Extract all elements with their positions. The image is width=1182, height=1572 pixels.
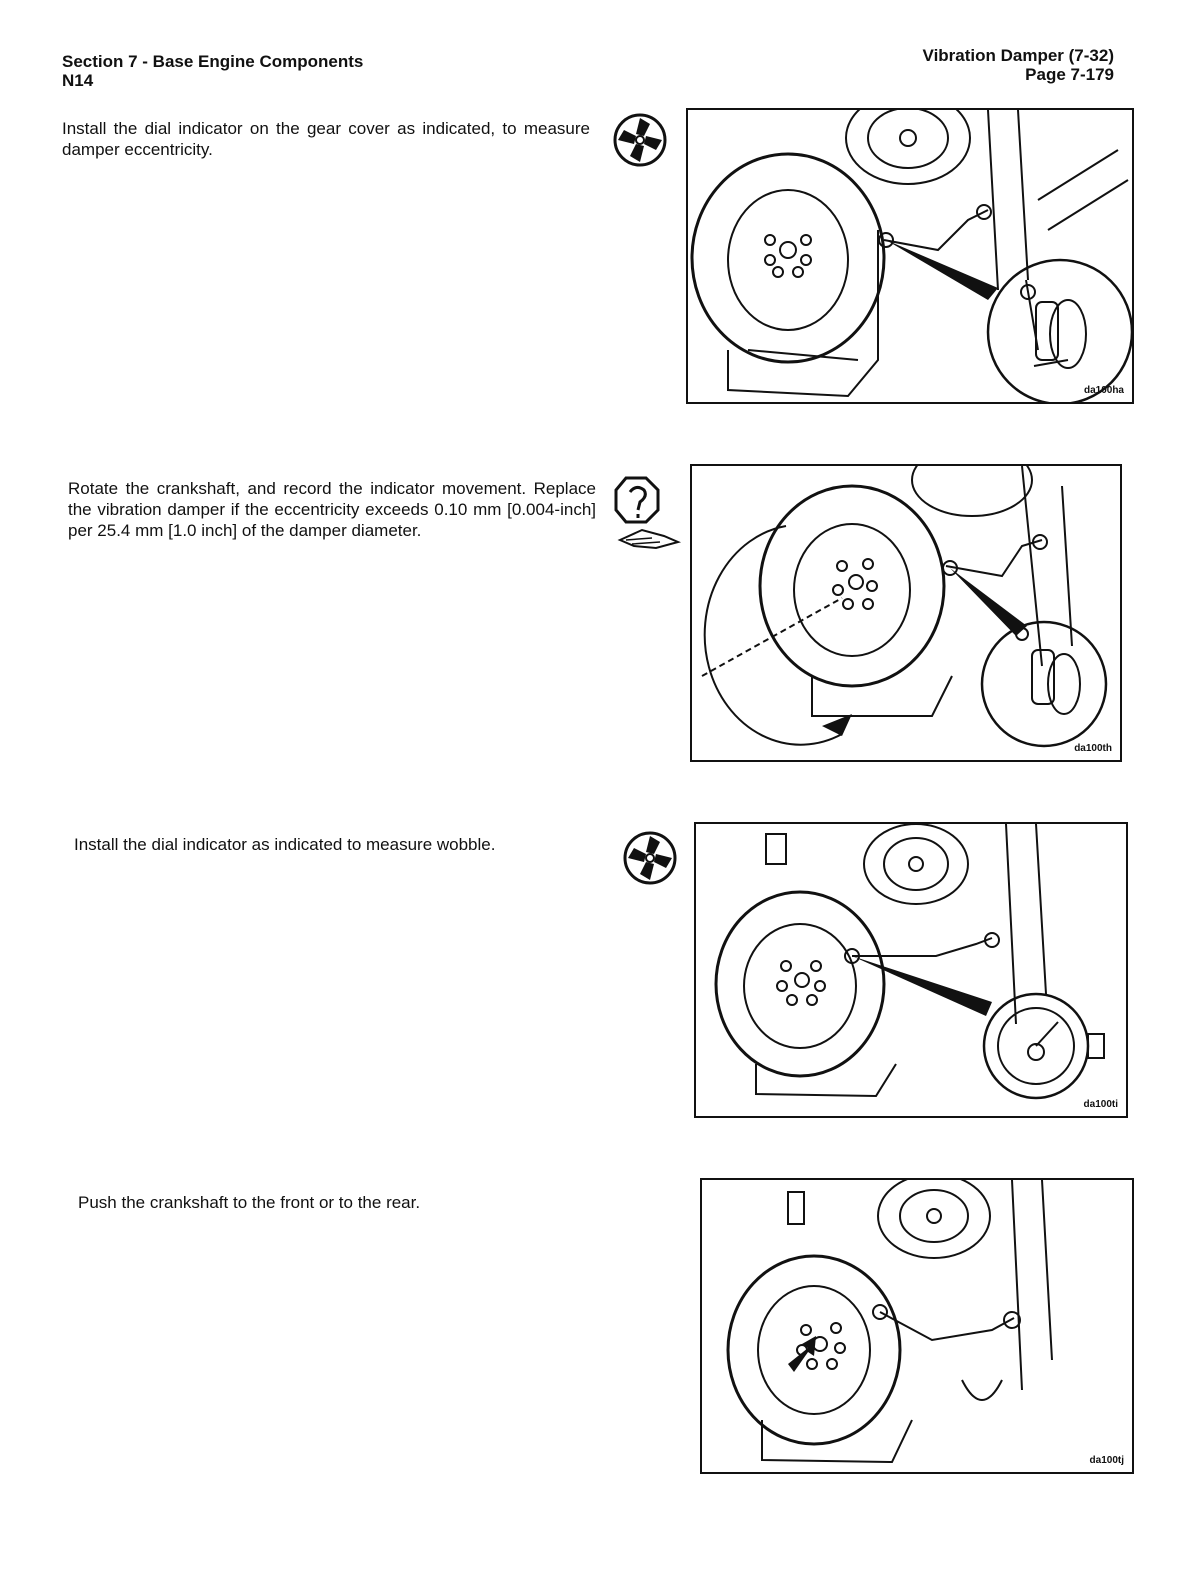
push-crankshaft-illustration [702, 1180, 1132, 1472]
figure-4 [700, 1178, 1134, 1474]
figure-3-id: da100ti [1083, 1099, 1118, 1110]
page-number: Page 7-179 [1025, 65, 1114, 84]
header-left [62, 52, 363, 90]
step-1-text: Install the dial indicator on the gear cover as indicated, to measure damper eccentricity. [62, 119, 590, 159]
tool-icon [622, 830, 678, 886]
step-4-text: Push the crankshaft to the front or to the rear. [78, 1193, 421, 1212]
step-3-text: Install the dial indicator as indicated to measure wobble. [74, 835, 496, 854]
section-title: Section 7 - Base Engine Components [62, 52, 364, 71]
figure-1-id: da100ha [1083, 385, 1124, 396]
topic-title: Vibration Damper (7-32) [922, 46, 1114, 65]
figure-4-id: da100tj [1089, 1455, 1124, 1466]
figure-2 [690, 464, 1122, 762]
tool-icon [612, 112, 668, 168]
step-2-text: Rotate the crankshaft, and record the indicator movement. Replace the vibration damper if the eccentricity exceeds 0.10 mm [0.004-inch] per 25.4 mm [1.0 inch] of the damper diameter. [68, 479, 596, 540]
crankshaft-rotation-illustration [692, 466, 1120, 760]
damper-eccentricity-illustration [688, 110, 1132, 402]
figure-3 [694, 822, 1128, 1118]
figure-1 [686, 108, 1134, 404]
figure-2-id: da100th [1074, 743, 1112, 754]
header-right [923, 46, 1114, 84]
inspect-icon [612, 472, 682, 554]
wobble-measurement-illustration [696, 824, 1126, 1116]
engine-model: N14 [62, 71, 94, 90]
